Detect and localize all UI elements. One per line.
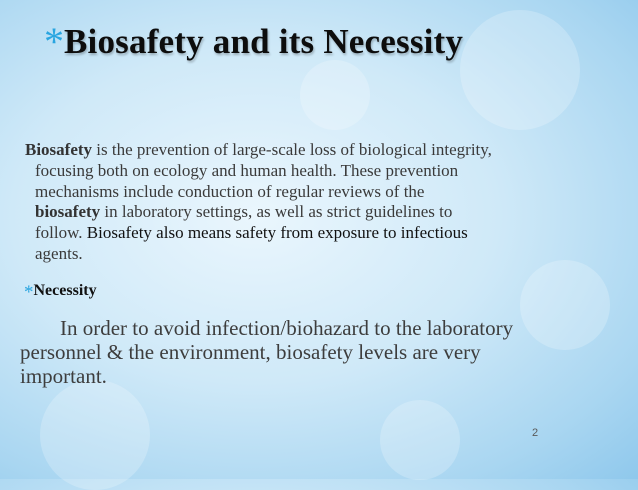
body-line: In order to avoid infection/biohazard to the laboratory [60,316,514,340]
definition-paragraph [25,140,607,265]
bokeh-circle [380,400,460,480]
title-text: Biosafety and its Necessity [64,22,464,61]
bokeh-circle [40,380,150,490]
body-line: important. [20,364,107,388]
subheading-text: Necessity [33,282,97,299]
bullet-star-icon: * [24,282,34,303]
bullet-star-icon: * [44,19,64,64]
page-number: 2 [532,427,539,439]
body-line: personnel & the environment, biosafety levels are very [20,340,481,364]
keyword-biosafety: Biosafety [25,140,93,159]
keyword-biosafety: biosafety [35,202,101,222]
paragraph-line: biosafety in laboratory settings, as well as strict guidelines to [35,202,453,222]
paragraph-line: focusing both on ecology and human health. These prevention [35,160,459,180]
bokeh-circle [460,10,580,130]
slide-title [44,19,464,64]
paragraph-line: agents. [35,243,83,263]
bokeh-circle [300,60,370,130]
necessity-paragraph [20,316,610,388]
paragraph-line: follow. Biosafety also means safety from exposure to infectious [35,223,468,243]
paragraph-line: Biosafety is the prevention of large-scale loss of biological integrity, [25,140,492,159]
subheading [24,282,97,304]
paragraph-line: mechanisms include conduction of regular reviews of the [35,181,425,201]
